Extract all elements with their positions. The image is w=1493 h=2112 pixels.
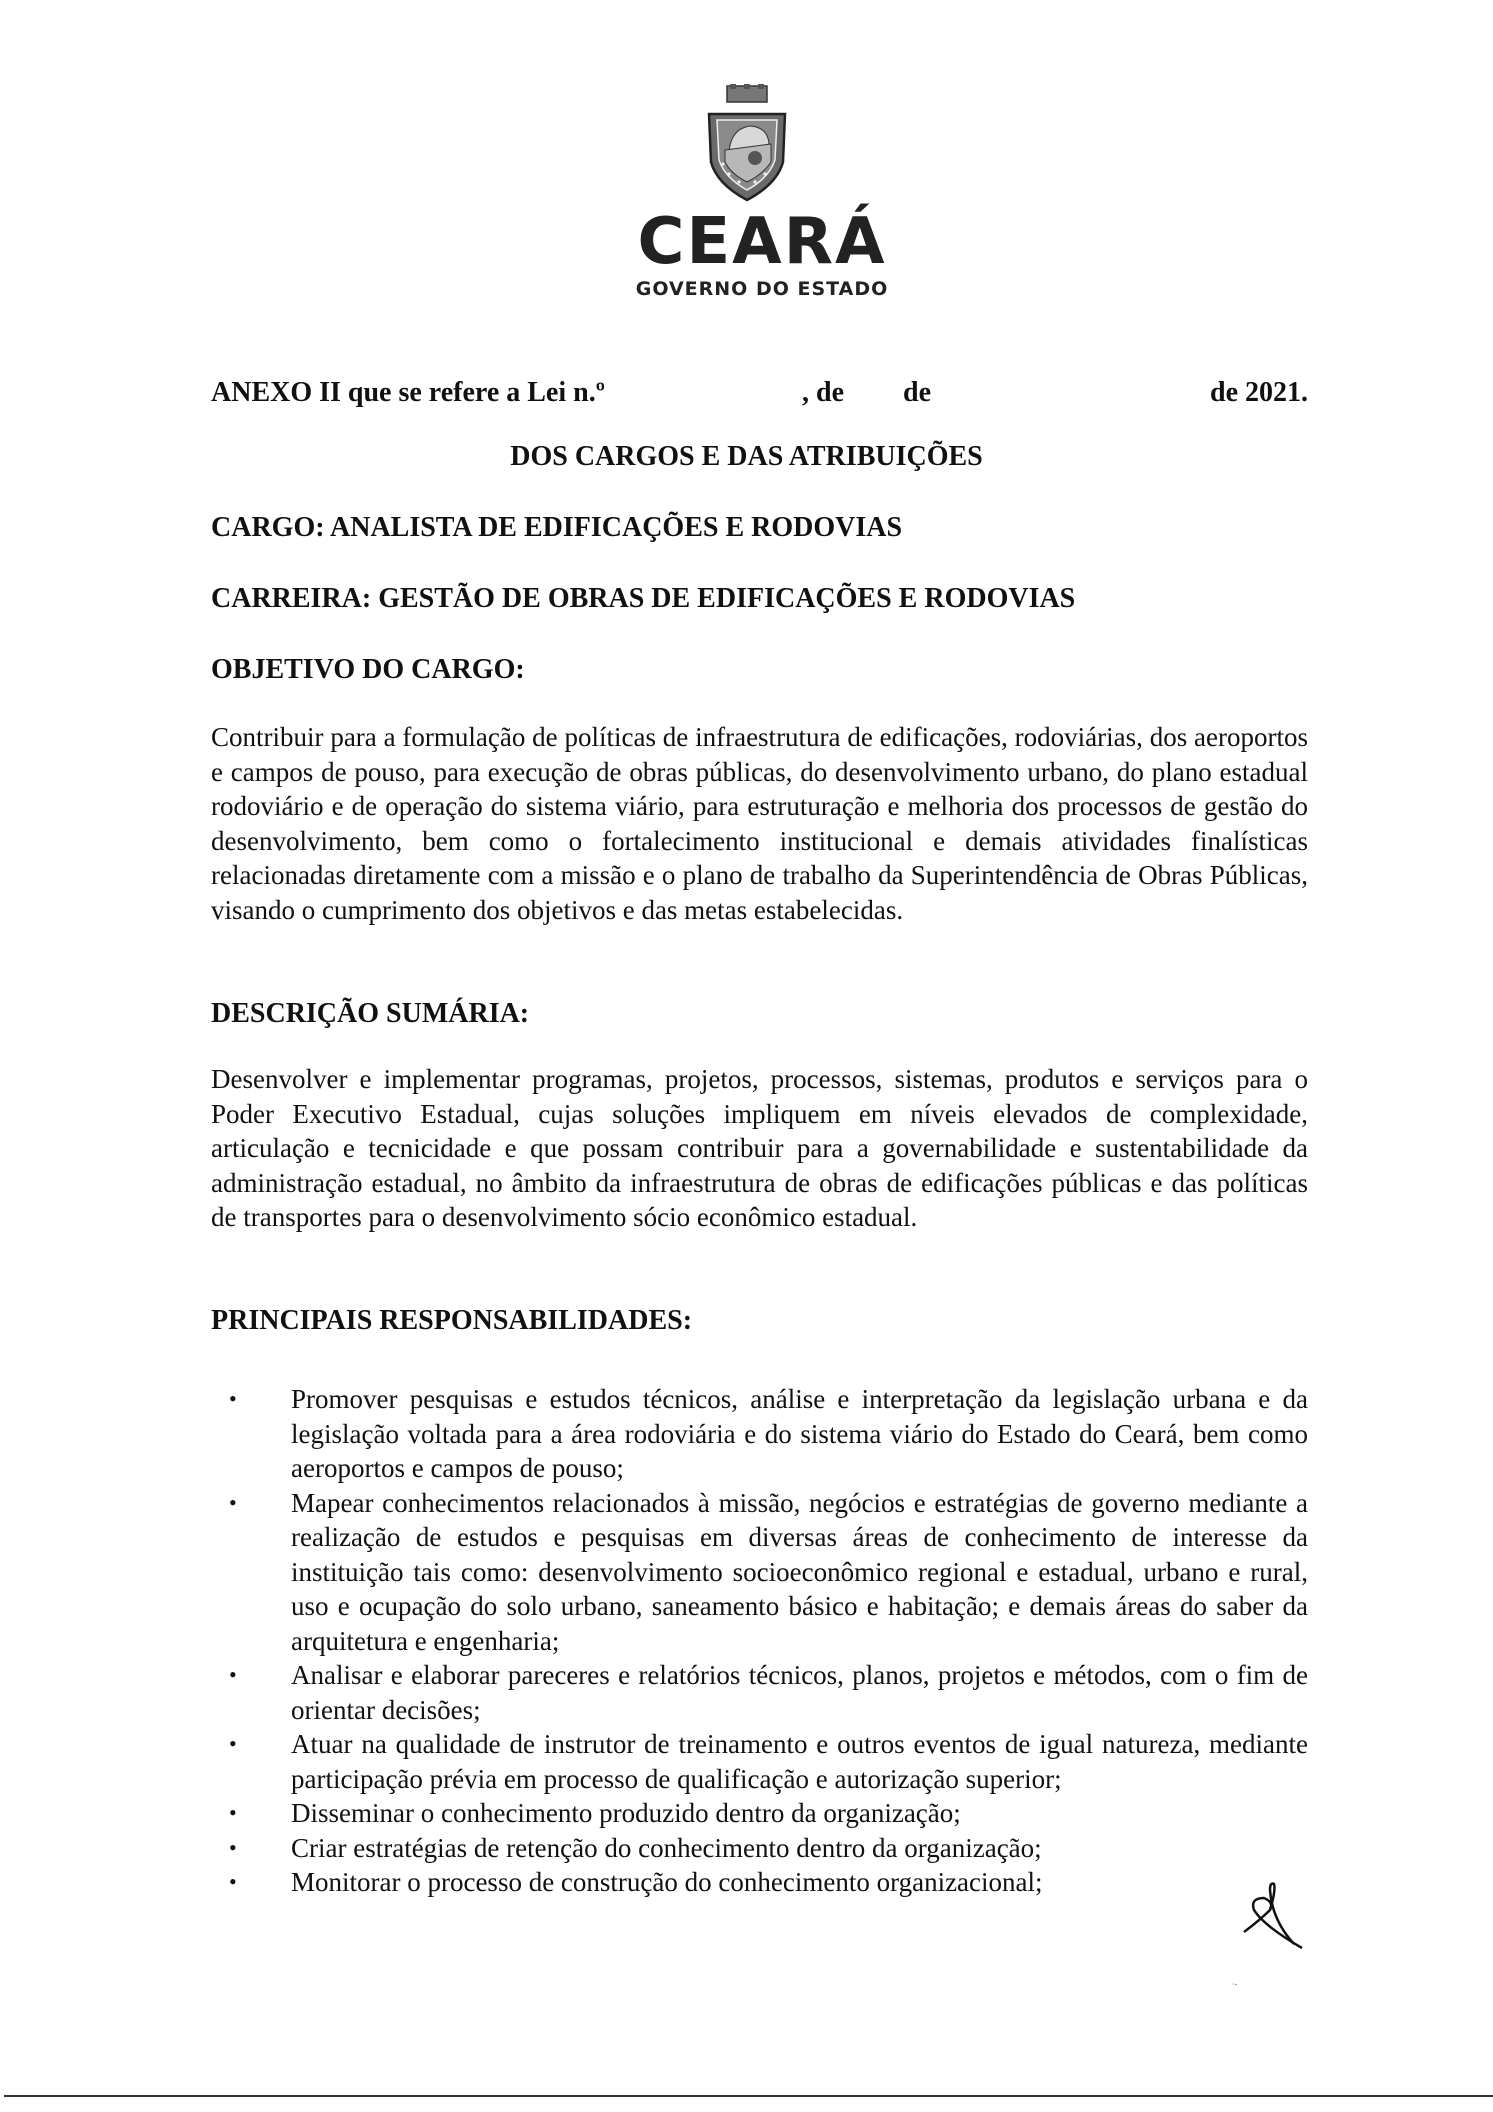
objetivo-text: Contribuir para a formulação de políticas de infraestrutura de edificações, rodoviárias, dos aeroportos e campos de pouso, para execução de obras públicas, do desenvolvimento urbano, do plano estadual rodoviário e de operação do sistema viário, para estruturação e melhoria dos processos de gestão do desenvolvimento, bem como o fortalecimento institucional e demais atividades finalísticas relacionadas diretamente com a missão e o plano de trabalho da Superintendência de Obras Públicas, visando o cumprimento dos objetivos e das metas estabelecidas. (211, 722, 1308, 925)
brand-subtitle: GOVERNO DO ESTADO (635, 278, 889, 300)
header-logo (0, 84, 1493, 204)
brand-name: CEARÁ (637, 205, 887, 279)
annex-label: ANEXO II que se refere a Lei n.º (211, 377, 605, 408)
bottom-rule (4, 2095, 1493, 2097)
list-item-text: Monitorar o processo de construção do conhecimento organizacional; (291, 1867, 1043, 1897)
list-item (211, 1658, 1308, 1727)
annex-year: de 2021. (1210, 377, 1308, 408)
handwritten-initials-icon (1240, 1880, 1310, 1950)
list-item (211, 1831, 1308, 1866)
list-item-text: Atuar na qualidade de instrutor de treinamento e outros eventos de igual natureza, mediante participação prévia em processo de qualificação e autorização superior; (291, 1729, 1308, 1794)
bullet-icon: • (229, 1869, 237, 1894)
list-item (211, 1796, 1308, 1831)
bullet-icon: • (229, 1800, 237, 1825)
descricao-heading: DESCRIÇÃO SUMÁRIA: (211, 998, 530, 1029)
state-coat-of-arms-icon (697, 84, 797, 204)
annex-line (211, 377, 1308, 413)
bullet-icon: • (229, 1834, 237, 1860)
bullet-icon: • (229, 1386, 237, 1411)
list-item-text: Disseminar o conhecimento produzido dentro da organização; (291, 1798, 961, 1828)
list-item (211, 1865, 1308, 1900)
scan-mark: ·‐ (1232, 1980, 1238, 1989)
list-item (211, 1382, 1308, 1486)
bullet-icon: • (229, 1662, 237, 1687)
annex-de-2: de (903, 377, 931, 408)
list-item-text: Analisar e elaborar pareceres e relatórios técnicos, planos, projetos e métodos, com o fim de orientar decisões; (291, 1660, 1308, 1725)
list-item-text: Criar estratégias de retenção do conhecimento dentro da organização; (291, 1832, 1042, 1863)
list-item-text: Promover pesquisas e estudos técnicos, análise e interpretação da legislação urbana e da legislação voltada para a área rodoviária e do sistema viário do Estado do Ceará, bem como aeroportos e campos de pouso; (291, 1384, 1308, 1483)
responsabilidades-heading: PRINCIPAIS RESPONSABILIDADES: (211, 1305, 693, 1336)
cargo-heading: CARGO: ANALISTA DE EDIFICAÇÕES E RODOVIAS (211, 512, 903, 543)
objetivo-heading: OBJETIVO DO CARGO: (211, 654, 525, 685)
list-item (211, 1486, 1308, 1659)
page-title: DOS CARGOS E DAS ATRIBUIÇÕES (510, 441, 983, 472)
responsibilities-list (211, 1382, 1308, 1900)
annex-de-1: , de (802, 377, 844, 408)
descricao-text: Desenvolver e implementar programas, projetos, processos, sistemas, produtos e serviços para o Poder Executivo Estadual, cujas soluções impliquem em níveis elevados de complexidade, articulação e tecnicidade e que possam contribuir para a governabilidade e sustentabilidade da administração estadual, no âmbito da infraestrutura de obras de edificações públicas e das políticas de transportes para o desenvolvimento sócio econômico estadual. (211, 1064, 1308, 1232)
bullet-icon: • (229, 1489, 237, 1515)
carreira-heading: CARREIRA: GESTÃO DE OBRAS DE EDIFICAÇÕES E RODOVIAS (211, 583, 1076, 614)
bullet-icon: • (229, 1731, 237, 1756)
list-item (211, 1727, 1308, 1796)
list-item-text: Mapear conhecimentos relacionados à missão, negócios e estratégias de governo mediante a realização de estudos e pesquisas em diversas áreas de conhecimento de interesse da instituição tais como: desenvolvimento socioeconômico regional e estadual, urbano e rural, uso e ocupação do solo urbano, saneamento básico e habitação; e demais áreas do saber da arquitetura e engenharia; (291, 1487, 1308, 1656)
brand-block (632, 205, 892, 300)
